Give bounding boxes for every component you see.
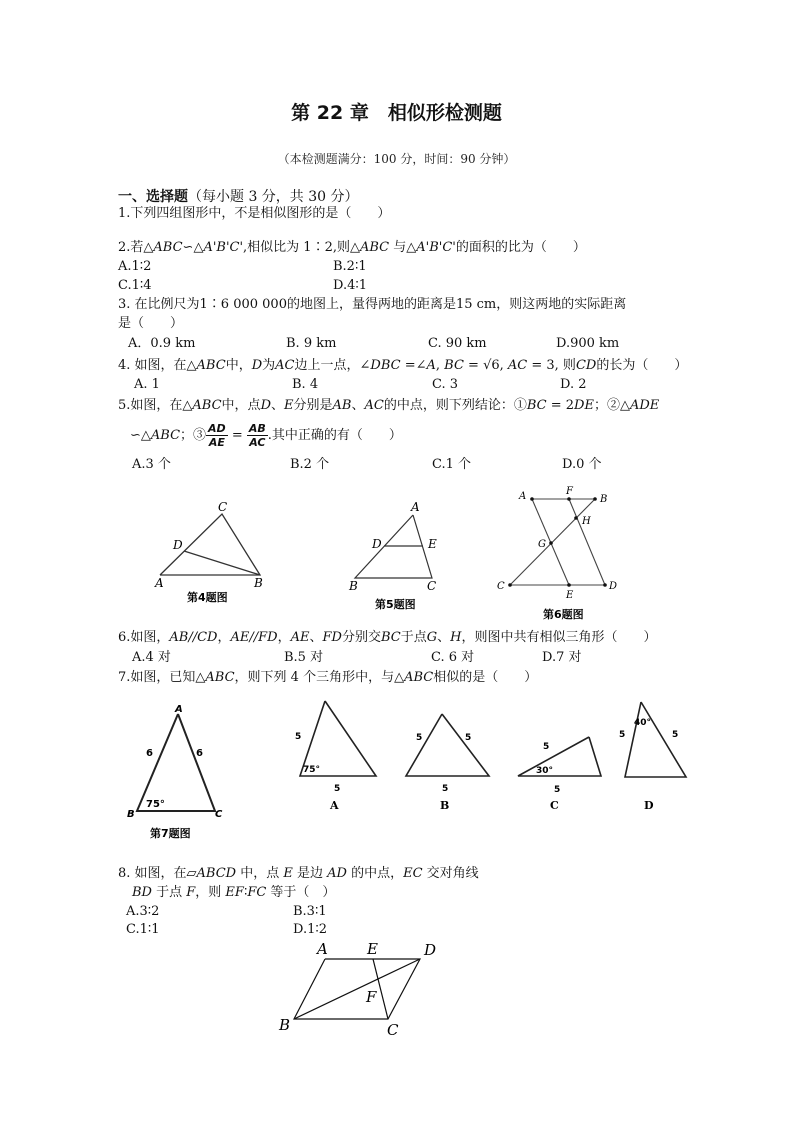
option-a-side-left: 5 bbox=[295, 732, 302, 742]
q4-option-a: A. 1 bbox=[134, 377, 160, 392]
fig5-label-a: A bbox=[411, 500, 420, 514]
fig8-label-e: E bbox=[367, 940, 378, 958]
question-1: 1.下列四组图形中，不是相似图形的是（ ） bbox=[118, 206, 391, 221]
fig8-label-b: B bbox=[279, 1016, 291, 1034]
fig5-label-c: C bbox=[427, 579, 437, 593]
option-b-triangle bbox=[406, 714, 489, 776]
fig5-label-b: B bbox=[349, 579, 358, 593]
q5-option-c: C.1 个 bbox=[432, 457, 472, 472]
figure-8 bbox=[260, 935, 460, 1040]
fig4-label-b: B bbox=[254, 576, 263, 590]
section-heading bbox=[118, 186, 359, 206]
q8-option-a: A.3∶2 bbox=[126, 904, 160, 919]
fig6-line-bc bbox=[510, 499, 595, 585]
q3-option-a: A．0.9 km bbox=[128, 336, 196, 351]
option-c-side-bottom: 5 bbox=[554, 785, 561, 795]
figure-6 bbox=[490, 480, 630, 625]
fig6-label-g: G bbox=[538, 539, 546, 550]
fig7-label-c: C bbox=[215, 809, 223, 820]
fraction-ad-ae: $\frac{AD}{AE}$ bbox=[208, 422, 226, 449]
fig5-label-d: D bbox=[372, 537, 382, 551]
fig4-label-c: C bbox=[218, 500, 228, 514]
option-a-side-bottom: 5 bbox=[334, 784, 341, 794]
q5-option-a: A.3 个 bbox=[132, 457, 171, 472]
q6-option-c: C. 6 对 bbox=[431, 650, 475, 665]
option-d-label: D bbox=[644, 799, 654, 812]
question-6: 6.如图，AB//CD，AE//FD，AE、FD分别交BC于点G、H，则图中共有相似三角形（ ） bbox=[118, 630, 657, 645]
q4-option-d: D. 2 bbox=[560, 377, 587, 392]
fig7-caption: 第7题图 bbox=[150, 827, 191, 840]
q2-option-a: A.1∶2 bbox=[118, 259, 152, 274]
fig6-label-c: C bbox=[497, 581, 505, 592]
fig6-caption: 第6题图 bbox=[543, 608, 584, 621]
question-3-line1: 3. 在比例尺为1∶6 000 000的地图上，量得两地的距离是15 cm，则这两地的实际距离 bbox=[118, 297, 627, 312]
fig7-label-a: A bbox=[175, 704, 183, 715]
fig6-label-f: F bbox=[566, 486, 573, 497]
fig8-label-f: F bbox=[366, 988, 377, 1006]
q3-option-b: B. 9 km bbox=[286, 336, 337, 351]
section-title: 一、选择题 bbox=[118, 189, 188, 205]
question-2: 2.若△ABC∽△A'B'C',相似比为 1∶2,则△ABC 与△A'B'C'的面积的比为（ ） bbox=[118, 240, 586, 255]
question-3-line2: 是（ ） bbox=[118, 316, 184, 331]
q6-option-b: B.5 对 bbox=[284, 650, 324, 665]
section-note: （每小题 3 分，共 30 分） bbox=[188, 189, 359, 205]
q6-option-d: D.7 对 bbox=[542, 650, 582, 665]
fraction-ab-ac: $\frac{AB}{AC}$ bbox=[248, 422, 266, 449]
figure-4 bbox=[145, 495, 275, 610]
q6-option-a: A.4 对 bbox=[132, 650, 171, 665]
fig5-caption: 第5题图 bbox=[375, 598, 416, 611]
question-8-line1: 8. 如图，在▱ABCD 中，点 E 是边 AD 的中点，EC 交对角线 bbox=[118, 866, 479, 881]
page-subtitle: （本检测题满分：100 分，时间：90 分钟） bbox=[277, 152, 516, 166]
q4-option-c: C. 3 bbox=[432, 377, 459, 392]
option-d-angle: 40° bbox=[634, 718, 652, 728]
option-b-side-bottom: 5 bbox=[442, 784, 449, 794]
fig8-diagonal-bd bbox=[294, 959, 420, 1019]
fig6-label-d: D bbox=[609, 581, 618, 592]
option-d-side-left: 5 bbox=[619, 730, 626, 740]
option-c-label: C bbox=[550, 799, 559, 812]
question-7: 7.如图，已知△ABC，则下列 4 个三角形中，与△ABC相似的是（ ） bbox=[118, 670, 538, 685]
fig4-label-d: D bbox=[173, 538, 183, 552]
option-c-triangle bbox=[518, 737, 601, 776]
q3-option-c: C. 90 km bbox=[428, 336, 487, 351]
question-4: 4. 如图，在△ABC中，D为AC边上一点，∠DBC =∠A, BC = √6, AC = 3, 则CD的长为（ ） bbox=[118, 358, 688, 373]
fig7-label-b: B bbox=[127, 809, 135, 820]
q4-option-b: B. 4 bbox=[292, 377, 319, 392]
option-c-angle: 30° bbox=[536, 766, 554, 776]
fig8-label-c: C bbox=[387, 1021, 399, 1039]
fig7-side-ab: 6 bbox=[146, 748, 153, 759]
page-title: 第 22 章 相似形检测题 bbox=[291, 102, 502, 124]
q8-option-b: B.3∶1 bbox=[293, 904, 327, 919]
fig4-segment-db bbox=[184, 551, 260, 575]
option-d-side-right: 5 bbox=[672, 730, 679, 740]
fig4-label-a: A bbox=[155, 576, 164, 590]
option-b-label: B bbox=[440, 799, 450, 812]
option-a-angle: 75° bbox=[303, 765, 321, 775]
question-5-line2: ∽△ABC；③ $\frac{AD}{AE}$ = $\frac{AB}{AC}$ .其中正确的有（ ） bbox=[130, 422, 402, 449]
fig6-line-fd bbox=[569, 499, 605, 585]
fig7-triangle bbox=[137, 714, 215, 811]
q5-option-b: B.2 个 bbox=[290, 457, 330, 472]
fig6-label-b: B bbox=[600, 494, 608, 505]
fig4-caption: 第4题图 bbox=[187, 591, 228, 604]
q8-option-d: D.1∶2 bbox=[293, 922, 328, 937]
q8-option-c: C.1∶1 bbox=[126, 922, 160, 937]
fig8-label-d: D bbox=[424, 941, 437, 959]
q3-option-d: D.900 km bbox=[556, 336, 620, 351]
figure-7-options bbox=[280, 692, 690, 822]
option-b-side-left: 5 bbox=[416, 733, 423, 743]
option-b-side-right: 5 bbox=[465, 733, 472, 743]
option-a-label: A bbox=[330, 799, 339, 812]
question-8-line2: BD 于点 F，则 EF∶FC 等于（ ） bbox=[132, 885, 336, 900]
q2-option-c: C.1∶4 bbox=[118, 278, 152, 293]
option-c-side-top: 5 bbox=[543, 742, 550, 752]
q2-option-b: B.2∶1 bbox=[333, 259, 367, 274]
fig6-label-h: H bbox=[582, 516, 591, 527]
question-5-line1: 5.如图，在△ABC中，点D、E分别是AB、AC的中点，则下列结论：①BC = 2DE；②△ADE bbox=[118, 398, 660, 413]
fig8-label-a: A bbox=[317, 940, 328, 958]
fig6-label-e: E bbox=[566, 590, 574, 601]
fig7-angle-b: 75° bbox=[146, 799, 165, 810]
q5-option-d: D.0 个 bbox=[562, 457, 602, 472]
fig5-label-e: E bbox=[428, 537, 437, 551]
q2-option-d: D.4∶1 bbox=[333, 278, 368, 293]
figure-7 bbox=[115, 700, 235, 845]
fig6-label-a: A bbox=[519, 491, 527, 502]
fig7-side-ac: 6 bbox=[196, 748, 203, 759]
figure-5 bbox=[340, 490, 460, 620]
